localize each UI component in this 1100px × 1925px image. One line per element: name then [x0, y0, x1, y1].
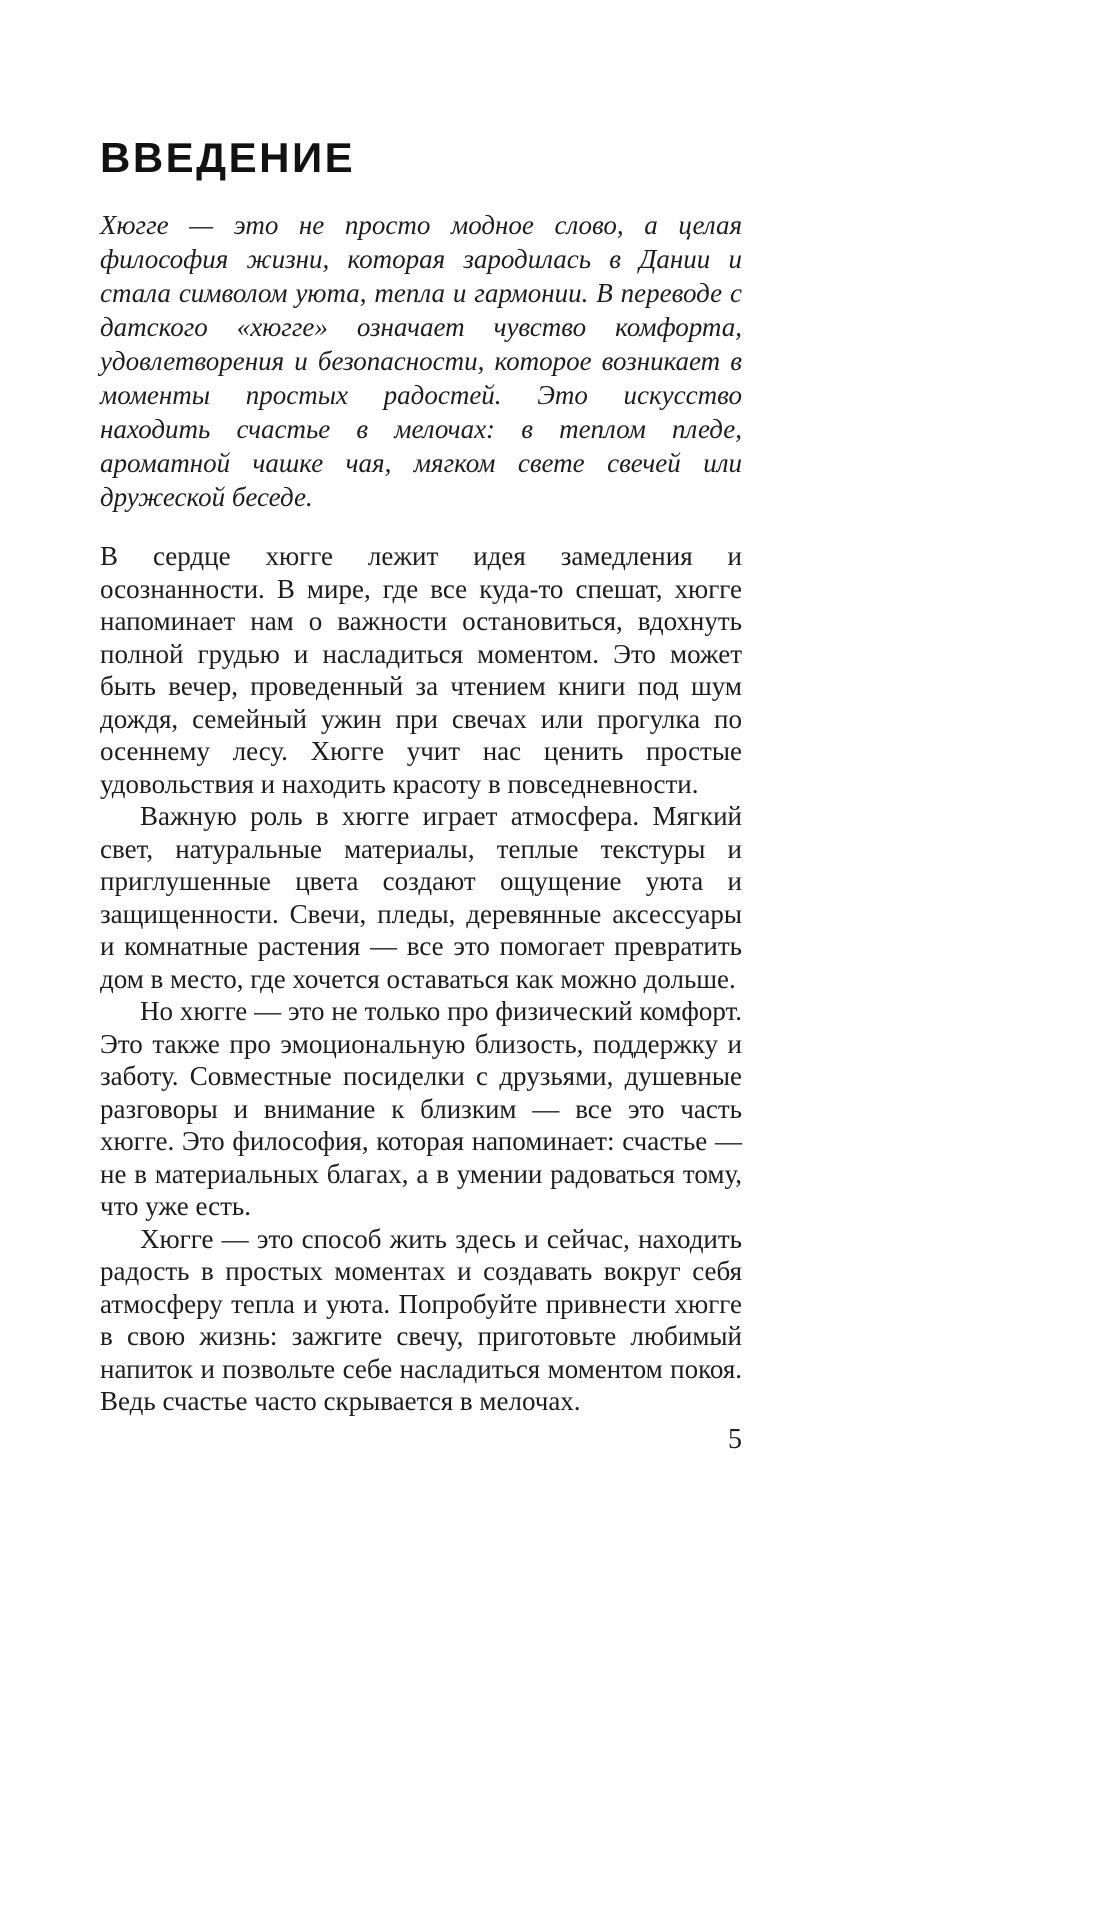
page-number: 5 [728, 1424, 742, 1455]
chapter-title: ВВЕДЕНИЕ [100, 134, 356, 181]
paragraph-2: Важную роль в хюгге играет атмосфера. Мягкий свет, натуральные материалы, теплые текстуры и приглушенные цвета создают ощущение уюта и защищенности. Свечи, пледы, деревянные аксессуары и комнатные растения — все это помогает превратить дом в место, где хочется оставаться как можно дольше. [100, 801, 742, 994]
paragraph-3: Но хюгге — это не только про физический комфорт. Это также про эмоциональную близость, поддержку и заботу. Совместные посиделки с друзьями, душевные разговоры и внимание к близким — все это часть хюгге. Это философия, которая напоминает: счастье — не в материальных благах, а в умении радоваться тому, что уже есть. [100, 996, 742, 1221]
lead-paragraph: Хюгге — это не просто модное слово, а целая философия жизни, которая зародилась в Дании и стала символом уюта, тепла и гармонии. В переводе с датского «хюгге» означает чувство комфорта, удовлетворения и безопасности, которое возникает в моменты простых радостей. Это искусство находить счастье в мелочах: в теплом пледе, ароматной чашке чая, мягком свете свечей или дружеской беседе. [100, 210, 742, 512]
page-content [100, 136, 742, 1418]
paragraph-1: В сердце хюгге лежит идея замедления и осознанности. В мире, где все куда-то спешат, хюгге напоминает нам о важности остановиться, вдохнуть полной грудью и насладиться моментом. Это может быть вечер, проведенный за чтением книги под шум дождя, семейный ужин при свечах или прогулка по осеннему лесу. Хюгге учит нас ценить простые удовольствия и находить красоту в повседневности. [100, 541, 742, 799]
body-text [100, 540, 742, 1418]
paragraph-4: Хюгге — это способ жить здесь и сейчас, находить радость в простых моментах и создавать вокруг себя атмосферу тепла и уюта. Попробуйте привнести хюгге в свою жизнь: зажгите свечу, приготовьте любимый напиток и позвольте себе насладиться моментом покоя. Ведь счастье часто скрывается в мелочах. [100, 1223, 742, 1416]
